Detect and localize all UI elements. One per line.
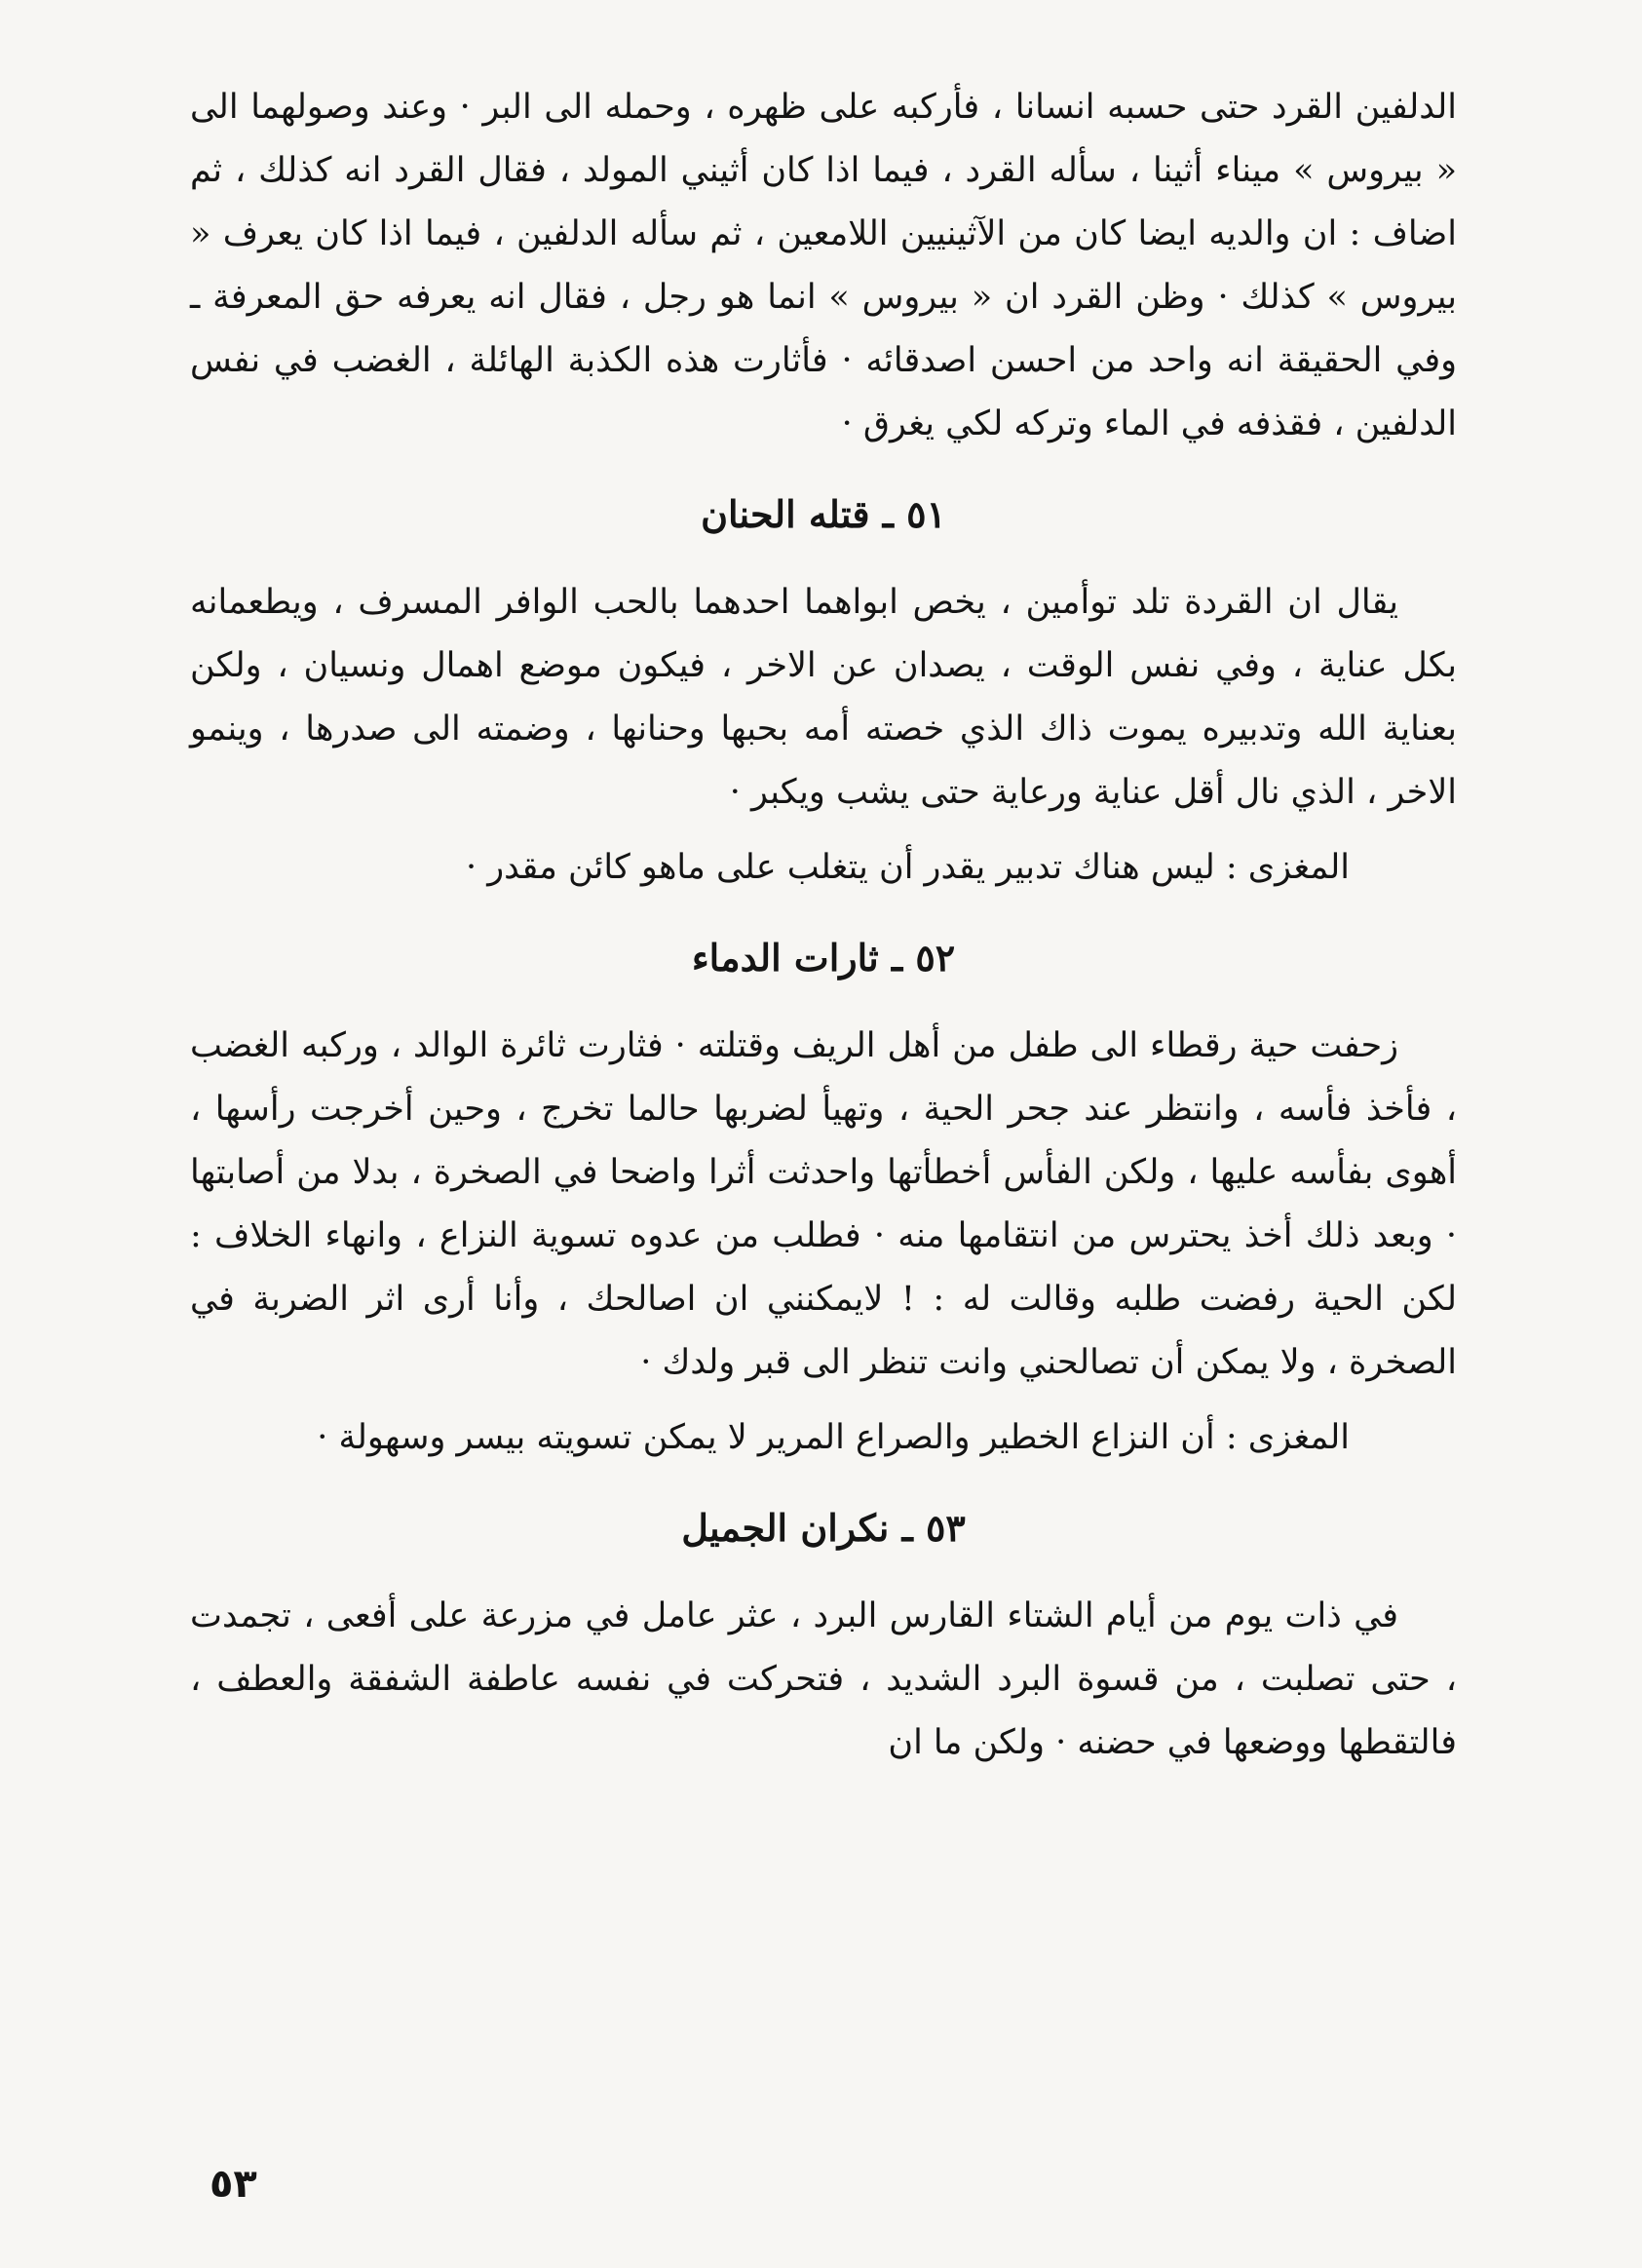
fable-51-body: يقال ان القردة تلد توأمين ، يخص ابواهما احدهما بالحب الوافر المسرف ، ويطعمانه بكل عناية ، وفي نفس الوقت ، يصدان عن الاخر ، فيكون موضع اهمال ونسيان ، ولكن بعناية الله وتدبيره يموت ذاك الذي خصته أمه بحبها وحنانها ، وضمته الى صدرها ، وينمو الاخر ، الذي نال أقل عناية ورعاية حتى يشب ويكبر · [190, 583, 1457, 812]
page-text [190, 76, 1457, 1775]
fable-51-moral: المغزى : ليس هناك تدبير يقدر أن يتغلب على ماهو كائن مقدر · [465, 848, 1350, 887]
fable-53-body: في ذات يوم من أيام الشتاء القارس البرد ، عثر عامل في مزرعة على أفعى ، تجمدت ، حتى تصلبت ، من قسوة البرد الشديد ، فتحركت في نفسه عاطفة الشفقة والعطف ، فالتقطها ووضعها في حضنه · ولكن ما ان [190, 1596, 1457, 1762]
fable-53-title: ٥٣ ـ نكران الجميل [681, 1506, 966, 1550]
page-number: ٥٣ [210, 2162, 257, 2207]
fable-51-title: ٥١ ـ قتله الحنان [701, 492, 946, 536]
fable-52-title: ٥٢ ـ ثارات الدماء [691, 936, 956, 980]
fable-50-continuation: الدلفين القرد حتى حسبه انسانا ، فأركبه على ظهره ، وحمله الى البر · وعند وصولهما الى « بيروس » ميناء أثينا ، سأله القرد ، فيما اذا كان أثيني المولد ، فقال القرد انه كذلك ، ثم اضاف : ان والديه ايضا كان من الآثينيين اللامعين ، ثم سأله الدلفين ، فيما اذا كان يعرف « بيروس » كذلك · وظن القرد ان « بيروس » انما هو رجل ، فقال انه يعرفه حق المعرفة ـ وفي الحقيقة انه واحد من احسن اصدقائه · فأثارت هذه الكذبة الهائلة ، الغضب في نفس الدلفين ، فقذفه في الماء وتركه لكي يغرق · [190, 88, 1457, 443]
fable-52-moral: المغزى : أن النزاع الخطير والصراع المرير لا يمكن تسويته بيسر وسهولة · [317, 1418, 1350, 1457]
fable-52-body: زحفت حية رقطاء الى طفل من أهل الريف وقتلته · فثارت ثائرة الوالد ، وركبه الغضب ، فأخذ فأسه ، وانتظر عند جحر الحية ، وتهيأ لضربها حالما تخرج ، وحين أخرجت رأسها ، أهوى بفأسه عليها ، ولكن الفأس أخطأتها واحدثت أثرا واضحا في الصخرة ، بدلا من أصابتها · وبعد ذلك أخذ يحترس من انتقامها منه · فطلب من عدوه تسوية النزاع ، وانهاء الخلاف : لكن الحية رفضت طلبه وقالت له : ! لايمكنني ان اصالحك ، وأنا أرى اثر الضربة في الصخرة ، ولا يمكن أن تصالحني وانت تنظر الى قبر ولدك · [190, 1026, 1457, 1382]
